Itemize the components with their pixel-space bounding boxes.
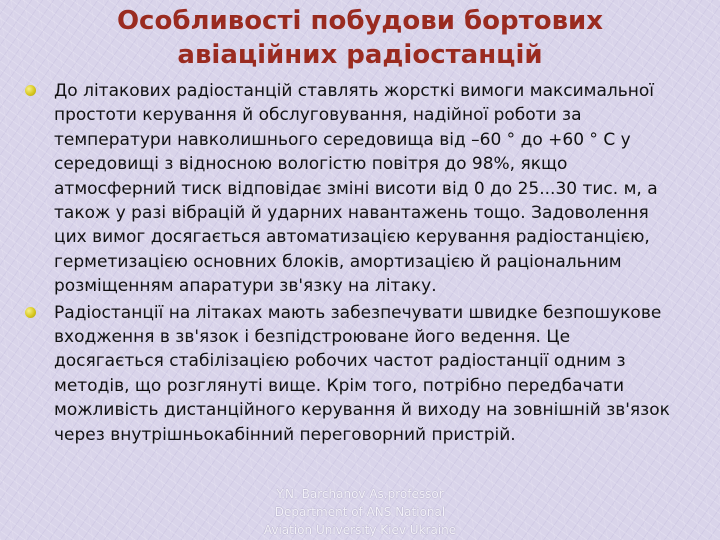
bullet-text-communication: Радіостанції на літаках мають забезпечувати швидке безпошукове входження в зв'язок і безпідстроюване його ведення. Це досягається стабілізацією робочих частот радіостанції одним з методів, що розглянуті вище. Крім того, потрібно передбачати можливість дистанційного керування й виходу на зовнішній зв'язок через внутрішньокабінний переговорний пристрій. (54, 302, 670, 445)
bullet-dot-icon (25, 307, 36, 318)
footer-line-1: Y.N. Barchanov As.professor (276, 487, 444, 501)
bullet-list (54, 79, 678, 449)
bullet-text-requirements: До літакових радіостанцій ставлять жорсткі вимоги максимальної простоти керування й обслуговування, надійної роботи за температури навколишнього середовища від –60 ° до +60 ° С у середовищі з відносною вологістю повітря до 98%, якщо атмосферний тиск відповідає зміні висоти від 0 до 25...30 тис. м, а також у разі вібрацій й ударних навантажень тощо. Задоволення цих вимог досягається автоматизацією керування радіостанцією, герметизацією основних блоків, амортизацією й раціональним розміщенням апаратури зв'язку на літаку. (54, 81, 658, 297)
slide-title-line-1: Особливості побудови бортових (116, 6, 604, 36)
footer-credit (240, 485, 480, 539)
bullet-dot-icon (25, 85, 36, 96)
slide-title (40, 4, 680, 72)
footer-line-2: Department of ANS National (274, 505, 446, 519)
slide-title-line-2: авіаційних радіостанцій (177, 40, 543, 70)
bullet-item-requirements (54, 79, 678, 299)
footer-line-3: Aviation University Kiev Ukraine (263, 523, 457, 537)
bullet-item-communication (54, 301, 678, 447)
